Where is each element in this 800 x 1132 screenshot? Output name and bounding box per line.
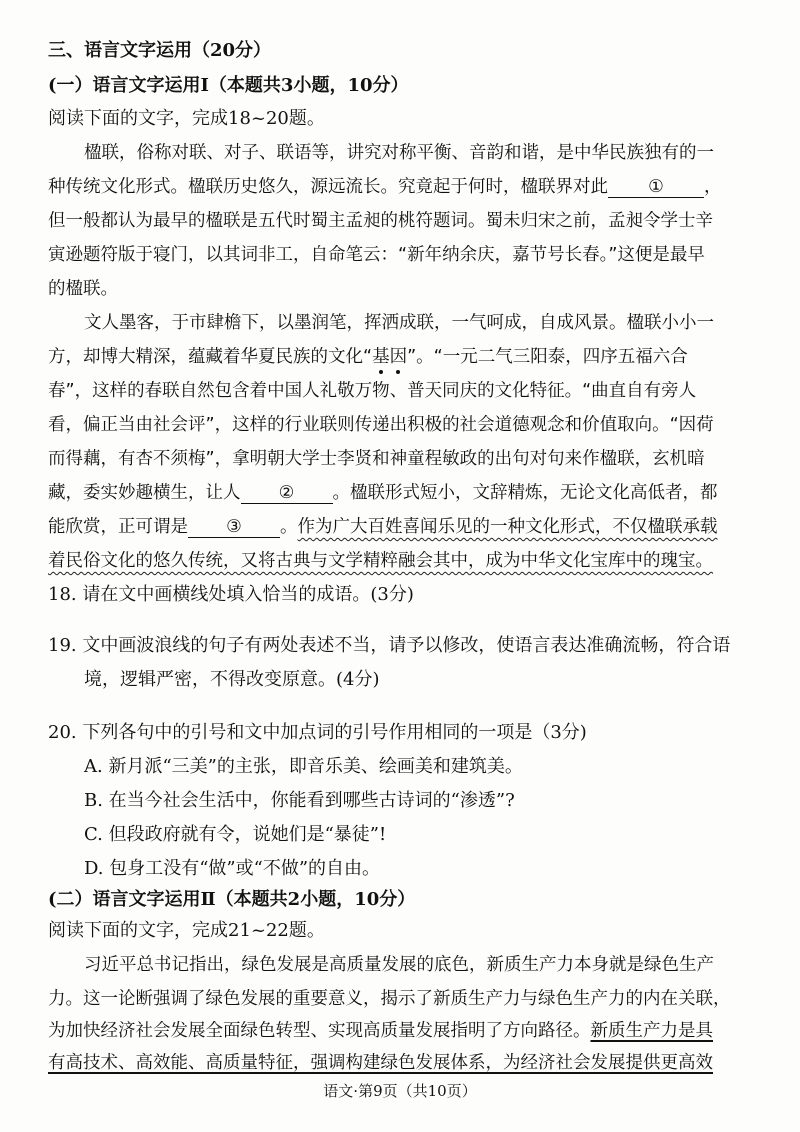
passage-text: 藏，委实妙趣横生，让人 (48, 483, 241, 503)
passage-text: 能欣赏，正可谓是 (48, 517, 188, 537)
passage-line: 春”，这样的春联自然包含着中国人礼敬万物、普天同庆的文化特征。“曲直自有旁人 (48, 381, 697, 401)
wavy-sentence: 作为广大百姓喜闻乐见的一种文化形式，不仅楹联承载 (297, 517, 718, 537)
passage-text: 方，却博大精深，蕴藏着华夏民族的文化“ (48, 347, 373, 367)
question-19-cont: 境，逻辑严密，不得改变原意。(4分) (84, 669, 380, 690)
section-heading: 三、语言文字运用（20分） (48, 40, 272, 61)
passage-line: 但一般都认为最早的楹联是五代时蜀主孟昶的桃符题词。蜀未归宋之前，孟昶令学士辛 (48, 211, 713, 231)
passage-text: 种传统文化形式。楹联历史悠久，源远流长。究竟起于何时，楹联界对此 (48, 177, 608, 197)
question-20: 20. 下列各句中的引号和文中加点词的引号作用相同的一项是（3分) (48, 722, 587, 743)
option-d: D. 包身工没有“做”或“不做”的自由。 (84, 858, 381, 879)
option-c: C. 但段政府就有令，说她们是“暴徒”! (84, 824, 387, 845)
blank-1: ① (608, 177, 704, 198)
option-a: A. 新月派“三美”的主张，即音乐美、绘画美和建筑美。 (84, 756, 523, 777)
page-footer: 语文·第9页（共10页） (323, 1082, 477, 1100)
passage-line: 习近平总书记指出，绿色发展是高质量发展的底色，新质生产力本身就是绿色生产 (84, 955, 714, 975)
passage-line: 看，偏正当由社会评”，这样的行业联则传递出积极的社会道德观念和价值取向。“因荷 (48, 415, 714, 435)
passage-line: 的楹联。 (48, 279, 118, 299)
passage-text: 为加快经济社会发展全面绿色转型、实现高质量发展指明了方向路径。 (48, 1021, 591, 1041)
part1-instruction: 阅读下面的文字，完成18~20题。 (48, 108, 325, 129)
passage-line: 楹联，俗称对联、对子、联语等，讲究对称平衡、音韵和谐，是中华民族独有的一 (84, 143, 714, 163)
passage-line: 力。这一论断强调了绿色发展的重要意义，揭示了新质生产力与绿色生产力的内在关联， (48, 989, 731, 1009)
passage-text: 。 (280, 517, 298, 537)
wavy-sentence: 着民俗文化的悠久传统，又将古典与文学精粹融会其中，成为中华文化宝库中的瑰宝。 (48, 551, 713, 571)
part1-heading: (一）语言文字运用Ⅰ（本题共3小题，10分） (48, 75, 409, 96)
option-b: B. 在当今社会生活中，你能看到哪些古诗词的“渗透”? (84, 790, 515, 811)
passage-line (48, 480, 718, 506)
passage-line (48, 514, 718, 540)
question-19: 19. 文中画波浪线的句子有两处表述不当，请予以修改，使语言表达准确流畅，符合语 (48, 635, 731, 656)
passage-text: 。楹联形式短小，文辞精炼，无论文化高低者，都 (332, 483, 718, 503)
underlined-sentence: 有高技术、高效能、高质量特征，强调构建绿色发展体系，为经济社会发展提供更高效 (48, 1053, 713, 1073)
underlined-sentence: 新质生产力是具 (590, 1021, 713, 1041)
dotted-char: 基 (372, 344, 390, 370)
passage-line (48, 1018, 713, 1044)
passage-line: 而得藕，有杏不须梅”，拿明朝大学士李贤和神童程敏政的出句对句来作楹联，玄机暗 (48, 449, 705, 469)
passage-line: 种传统文化形式。楹联历史悠久，源远流长。究竟起于何时，楹联界对此 ① ， (48, 177, 722, 197)
passage-line: 文人墨客，于市肆檐下，以墨润笔，挥洒成联，一气呵成，自成风景。楹联小小一 (84, 313, 714, 333)
question-18: 18. 请在文中画横线处填入恰当的成语。(3分) (48, 584, 414, 605)
passage-line (48, 548, 713, 574)
dotted-char: 因 (390, 344, 408, 370)
passage-line: 寅逊题符版于寝门，以其词非工，自命笔云：“新年纳余庆，嘉节号长春。”这便是最早 (48, 245, 705, 265)
part2-instruction: 阅读下面的文字，完成21~22题。 (48, 920, 325, 941)
blank-2: ② (241, 483, 333, 504)
passage-text: ”。“一元二气三阳泰，四序五福六合 (407, 347, 688, 367)
part2-heading: (二）语言文字运用Ⅱ（本题共2小题，10分） (48, 889, 416, 910)
passage-line (48, 344, 688, 370)
blank-3: ③ (188, 517, 280, 538)
passage-line (48, 1050, 713, 1076)
